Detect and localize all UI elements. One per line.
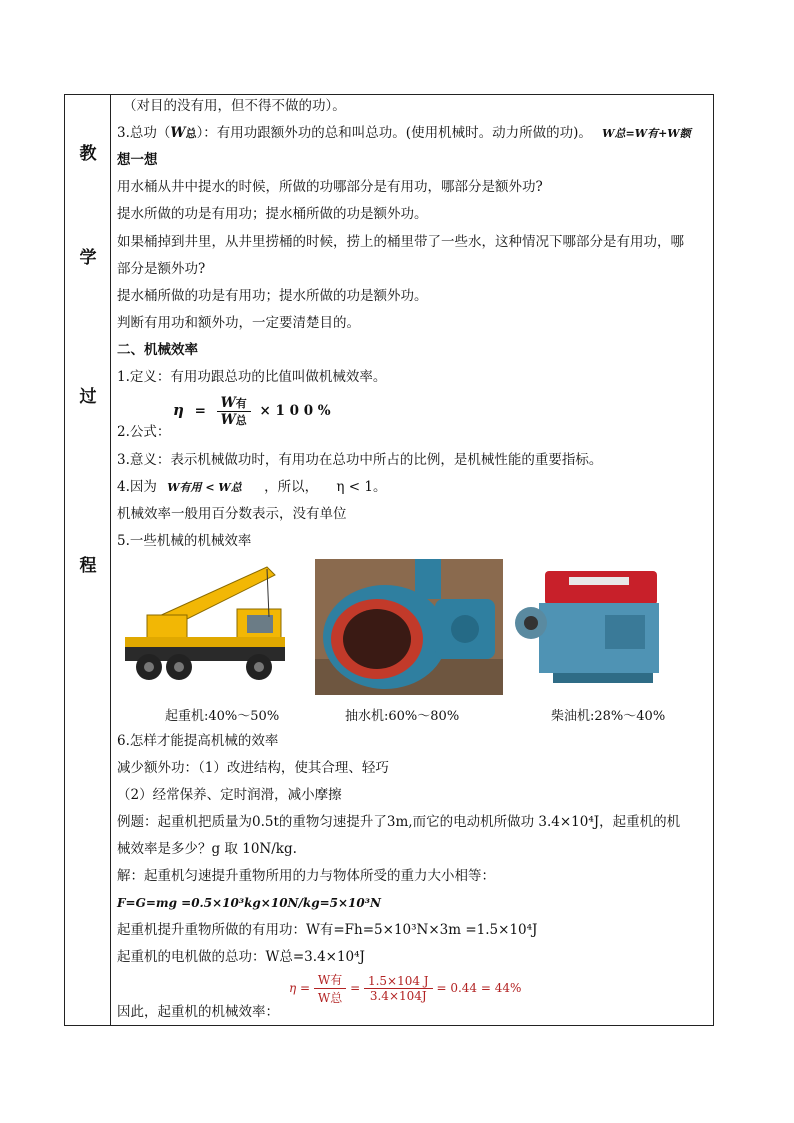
eta-less-than-one: η < 1。 <box>336 479 387 495</box>
text-fragment: ，所以， <box>264 479 319 495</box>
section-heading: 想一想 <box>117 152 158 168</box>
section-heading: 二、机械效率 <box>117 342 198 358</box>
text-line: 部分是额外功? <box>117 261 206 277</box>
symbol-w: W <box>170 125 186 141</box>
text-line: 减少额外功：（1）改进结构，使其合理、轻巧 <box>117 760 389 776</box>
text-line: 因此，起重机的机械效率： <box>117 1004 279 1020</box>
text-line: 3.意义：表示机械做功时，有用功在总功中所占的比例，是机械性能的重要指标。 <box>117 452 603 468</box>
text-line: 判断有用功和额外功，一定要清楚目的。 <box>117 315 360 331</box>
subscript: 总 <box>185 127 197 140</box>
text-line: 5.一些机械的机械效率 <box>117 533 252 549</box>
result: = 0.44 = 44% <box>436 981 522 995</box>
numerator-sub: 有 <box>235 397 247 410</box>
crane-caption: 起重机:40%～50% <box>165 709 280 724</box>
fraction <box>314 971 346 1006</box>
side-label-column <box>65 95 111 1025</box>
side-label-char: 过 <box>79 387 97 407</box>
text-line: 用水桶从井中提水的时候，所做的功哪部分是有用功，哪部分是额外功? <box>117 179 543 195</box>
text-line <box>117 478 386 497</box>
eta-symbol: η <box>173 401 184 419</box>
text-line: 提水所做的功是有用功；提水桶所做的功是额外功。 <box>117 206 428 222</box>
text-line: 解：起重机匀速提升重物所用的力与物体所受的重力大小相等： <box>117 868 495 884</box>
equals-sign: = <box>194 403 206 419</box>
numerator: W有 <box>314 971 346 989</box>
text-line: 6.怎样才能提高机械的效率 <box>117 733 279 749</box>
text-line: 1.定义：有用功跟总功的比值叫做机械效率。 <box>117 369 387 385</box>
text-line: （对目的没有用，但不得不做的功）。 <box>123 98 346 114</box>
text-line: 例题：起重机把质量为0.5t的重物匀速提升了3m,而它的电动机所做功 3.4×10⁴J，起重机的机 <box>117 814 681 830</box>
side-label-char: 程 <box>79 556 97 576</box>
engine-caption: 柴油机:28%～40% <box>551 709 666 724</box>
text-fragment: ）：有用功跟额外功的总和叫总功。(使用机械时。动力所做的功)。 <box>196 125 592 141</box>
denominator-sub: 总 <box>235 414 247 427</box>
eta-symbol: η = <box>289 981 311 995</box>
formula-total-work: W总=W有+W额 <box>602 127 691 140</box>
text-line: 起重机提升重物所做的有用功：W有=Fh=5×10³N×3m =1.5×10⁴J <box>117 922 538 938</box>
pump-caption: 抽水机:60%～80% <box>345 709 460 724</box>
text-line: 如果桶掉到井里，从井里捞桶的时候，捞上的桶里带了一些水，这种情况下哪部分是有用功，哪 <box>117 234 684 250</box>
text-fragment: 3.总功（ <box>117 125 171 141</box>
equals-sign: = <box>350 981 361 995</box>
text-line: 械效率是多少？g 取 10N/kg. <box>117 841 297 857</box>
side-label-char: 教 <box>79 144 97 164</box>
text-fragment: 4.因为 <box>117 479 157 495</box>
text-line: F=G=mg =0.5×10³kg×10N/kg=5×10³N <box>117 896 381 910</box>
crane-image <box>117 557 305 697</box>
fraction <box>364 974 433 1003</box>
efficiency-formula <box>173 395 331 428</box>
denominator: W <box>220 412 236 428</box>
denominator: W总 <box>317 991 343 1005</box>
formula-label: 2.公式： <box>117 424 171 440</box>
diesel-engine-image <box>509 563 671 693</box>
text-line: （2）经常保养、定时润滑，减小摩擦 <box>117 787 342 803</box>
lesson-table <box>64 94 714 1026</box>
text-line: 机械效率一般用百分数表示，没有单位 <box>117 506 347 522</box>
text-line <box>117 124 691 143</box>
fraction <box>217 395 251 428</box>
pump-image <box>315 559 503 695</box>
text-line: 提水桶所做的功是有用功；提水所做的功是额外功。 <box>117 288 428 304</box>
percent-factor: × 1 0 0 % <box>259 403 331 419</box>
numerator: W <box>220 395 236 411</box>
text-line: 起重机的电机做的总功：W总=3.4×10⁴J <box>117 949 365 965</box>
denominator: 3.4×104J <box>369 989 427 1003</box>
efficiency-calculation <box>289 971 521 1006</box>
side-label-char: 学 <box>79 248 97 268</box>
inequality: W有用 < W总 <box>167 481 242 494</box>
numerator: 1.5×104 J <box>364 974 433 989</box>
